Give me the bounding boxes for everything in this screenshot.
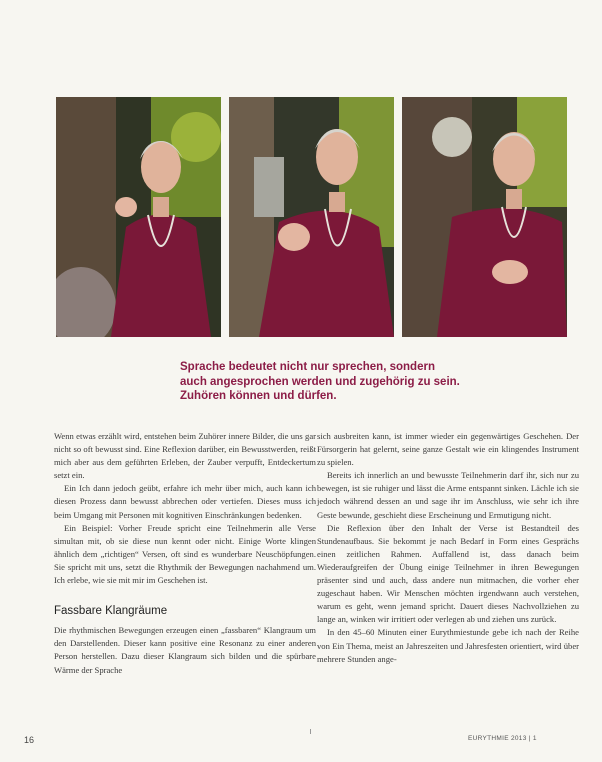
paragraph: Die Reflexion über den Inhalt der Verse ist Bestandteil des Stundenaufbaus. Sie bekommt je nach Bedarf in Form eines Gesprächs einen zeitlichen Rahmen. Auffallend ist, dass danach beim Wiederaufgreifen der Übung einige Teilnehmer in ihren Bewegungen präsenter sind und auch, dass andere nun mitmachen, die vorher eher zugeschaut haben. Wir Menschen möchten irgendwann auch verstehen, warum es geht, wenn jemand spricht. Dauert dieses Nachvollziehen zu lange an, winken wir irritiert oder verlegen ab und ziehen uns zurück.: [317, 522, 579, 625]
paragraph: Bereits ich innerlich an und bewusste Teilnehmerin darf ihr, sich nur zu bewegen, ist sie ruhiger und lässt die Arme entspannt sinken. Lächle ich sie jedoch während dessen an und sage ihr im Anschluss, wie sehr ich ihre Geste bewunde, geschieht diese Erscheinung und Ermutigung nicht.: [317, 470, 579, 520]
paragraph: Wenn etwas erzählt wird, entstehen beim Zuhörer innere Bilder, die uns gar nicht so oft bewusst sind. Eine Reflexion darüber, ein Bewusstwerden, reißt mich aber aus dem geführten Erleben, der Zauber verpufft, Entdeckertum setzt ein.: [54, 431, 316, 481]
pull-quote: [180, 360, 520, 404]
right-text-column: [317, 430, 579, 666]
pull-quote-line-3: Zuhören können und dürfen.: [180, 390, 337, 402]
paragraph: Die rhythmischen Bewegungen erzeugen einen „fassbaren“ Klangraum um den Darstellenden. Dieser kann positive eine Resonanz zu einer anderen Person herstellen. Dazu dieser Klangraum sich bilden und die spürbare Wärme der Sprache: [54, 625, 316, 675]
section-heading: Fassbare Klangräume: [54, 605, 168, 618]
pull-quote-line-2: auch angesprochen werden und zugehörig zu sein.: [180, 375, 460, 388]
pull-quote-line-1: Sprache bedeutet nicht nur sprechen, sondern: [180, 361, 435, 373]
photo-woman-gesturing-1: [56, 97, 221, 337]
paragraph: sich ausbreiten kann, ist immer wieder ein gegenwärtiges Geschehen. Der Fürsorgerin hat gelernt, seine ganze Gestalt wie ein klingendes Instrument zu spielen.: [317, 431, 579, 468]
page-number: 16: [24, 735, 35, 745]
paragraph: Ein Beispiel: Vorher Freude spricht eine Teilnehmerin alle Verse simultan mit, ob sie diese nun kennt oder nicht. Einige Worte klingen ähnlich dem „richtigen“ Versen, oft sind es wunderbare Neuschöpfungen. Sie spricht mit uns, setzt die Rhythmik der Bewegungen nachahmend um. Ich erlebe, wie sie mit mir im Geschehen ist.: [54, 522, 316, 586]
running-footer: EURYTHMIE 2013 | 1: [468, 735, 537, 742]
photo-woman-gesturing-3: [402, 97, 567, 337]
left-text-column: [54, 430, 316, 677]
paragraph: In den 45–60 Minuten einer Eurythmiestunde gebe ich nach der Reihe von Ein Thema, meist an Jahreszeiten und Jahresfesten orientiert, wird über mehrere Stunden ange-: [317, 627, 579, 664]
photo-woman-gesturing-2: [229, 97, 394, 337]
paragraph: Ein Ich dann jedoch geübt, erfahre ich mehr über mich, auch kann ich diesen Prozess dann bewusst abbrechen oder vertiefen. Dieses muss ich beim Umgang mit Personen mit kognitiven Einschränkungen bedenken.: [54, 483, 316, 520]
crop-mark: [310, 729, 311, 734]
